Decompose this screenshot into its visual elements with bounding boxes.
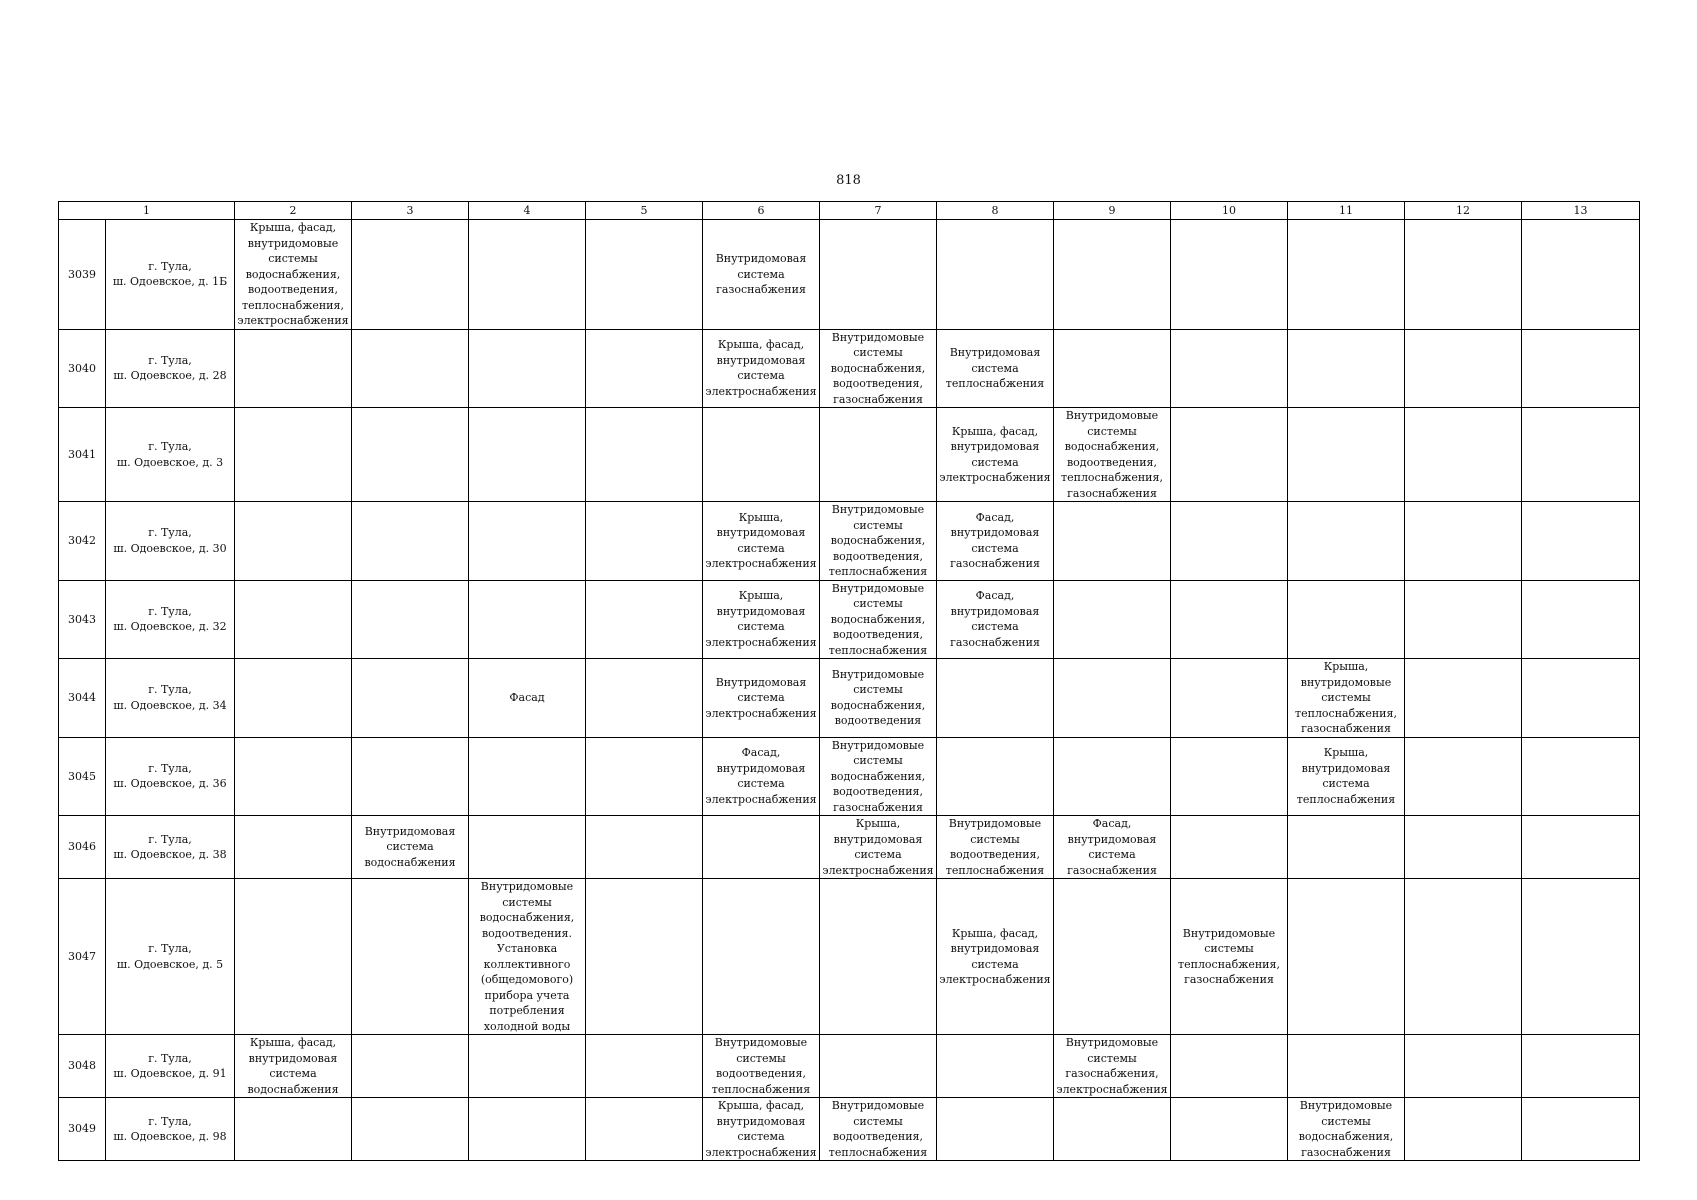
- work-cell-col-4: Фасад: [469, 659, 586, 738]
- work-cell-col-2: [235, 659, 352, 738]
- work-cell-col-4: [469, 329, 586, 408]
- address-cell: г. Тула, ш. Одоевское, д. 91: [106, 1035, 235, 1098]
- work-cell-col-13: [1522, 816, 1640, 879]
- row-number: 3039: [59, 220, 106, 330]
- work-cell-col-12: [1405, 1035, 1522, 1098]
- column-header-1: 1: [59, 202, 235, 220]
- table-row: [59, 659, 1640, 738]
- address-cell: г. Тула, ш. Одоевское, д. 34: [106, 659, 235, 738]
- work-cell-col-8: [937, 220, 1054, 330]
- work-cell-col-11: [1288, 580, 1405, 659]
- work-cell-col-7: Внутридомовые системы водоснабжения, водоотведения, теплоснабжения: [820, 580, 937, 659]
- table-row: [59, 502, 1640, 581]
- work-cell-col-4: [469, 220, 586, 330]
- row-number: 3041: [59, 408, 106, 502]
- work-cell-col-12: [1405, 816, 1522, 879]
- work-cell-col-11: Крыша, внутридомовые системы теплоснабжения, газоснабжения: [1288, 659, 1405, 738]
- column-header-6: 6: [703, 202, 820, 220]
- work-cell-col-13: [1522, 879, 1640, 1035]
- work-cell-col-3: [352, 1098, 469, 1161]
- row-number: 3049: [59, 1098, 106, 1161]
- work-cell-col-6: Крыша, внутридомовая система электроснабжения: [703, 502, 820, 581]
- work-cell-col-9: [1054, 879, 1171, 1035]
- work-cell-col-11: Внутридомовые системы водоснабжения, газоснабжения: [1288, 1098, 1405, 1161]
- work-cell-col-10: [1171, 408, 1288, 502]
- work-cell-col-5: [586, 408, 703, 502]
- work-cell-col-4: Внутридомовые системы водоснабжения, водоотведения. Установка коллективного (общедомового) прибора учета потребления холодной воды: [469, 879, 586, 1035]
- work-cell-col-2: [235, 816, 352, 879]
- work-cell-col-6: Крыша, фасад, внутридомовая система электроснабжения: [703, 329, 820, 408]
- column-header-12: 12: [1405, 202, 1522, 220]
- work-cell-col-8: [937, 1035, 1054, 1098]
- table-row: [59, 1035, 1640, 1098]
- work-cell-col-12: [1405, 659, 1522, 738]
- address-cell: г. Тула, ш. Одоевское, д. 30: [106, 502, 235, 581]
- work-cell-col-12: [1405, 502, 1522, 581]
- work-cell-col-8: [937, 1098, 1054, 1161]
- work-cell-col-2: [235, 1098, 352, 1161]
- address-cell: г. Тула, ш. Одоевское, д. 1Б: [106, 220, 235, 330]
- table-row: [59, 737, 1640, 816]
- work-cell-col-11: [1288, 879, 1405, 1035]
- work-cell-col-6: Крыша, фасад, внутридомовая система электроснабжения: [703, 1098, 820, 1161]
- work-cell-col-10: [1171, 329, 1288, 408]
- row-number: 3047: [59, 879, 106, 1035]
- work-cell-col-8: Крыша, фасад, внутридомовая система электроснабжения: [937, 879, 1054, 1035]
- work-cell-col-3: [352, 408, 469, 502]
- work-cell-col-9: [1054, 580, 1171, 659]
- table-row: [59, 580, 1640, 659]
- work-cell-col-5: [586, 659, 703, 738]
- work-cell-col-7: [820, 1035, 937, 1098]
- work-cell-col-12: [1405, 580, 1522, 659]
- work-cell-col-5: [586, 1035, 703, 1098]
- work-cell-col-10: [1171, 816, 1288, 879]
- work-cell-col-12: [1405, 329, 1522, 408]
- table-row: [59, 220, 1640, 330]
- work-cell-col-4: [469, 1098, 586, 1161]
- work-cell-col-2: [235, 737, 352, 816]
- work-cell-col-10: Внутридомовые системы теплоснабжения, газоснабжения: [1171, 879, 1288, 1035]
- work-cell-col-6: Внутридомовая система газоснабжения: [703, 220, 820, 330]
- work-cell-col-13: [1522, 580, 1640, 659]
- work-cell-col-5: [586, 879, 703, 1035]
- work-cell-col-4: [469, 408, 586, 502]
- column-header-10: 10: [1171, 202, 1288, 220]
- work-cell-col-11: [1288, 502, 1405, 581]
- work-cell-col-6: [703, 879, 820, 1035]
- work-cell-col-11: [1288, 1035, 1405, 1098]
- work-cell-col-12: [1405, 737, 1522, 816]
- column-header-11: 11: [1288, 202, 1405, 220]
- work-cell-col-2: [235, 329, 352, 408]
- work-cell-col-11: [1288, 816, 1405, 879]
- work-cell-col-6: [703, 816, 820, 879]
- column-header-4: 4: [469, 202, 586, 220]
- work-cell-col-11: [1288, 408, 1405, 502]
- work-cell-col-10: [1171, 1035, 1288, 1098]
- work-cell-col-3: [352, 329, 469, 408]
- work-cell-col-6: Внутридомовая система электроснабжения: [703, 659, 820, 738]
- work-cell-col-8: Фасад, внутридомовая система газоснабжения: [937, 580, 1054, 659]
- work-cell-col-7: Внутридомовые системы водоснабжения, водоотведения, газоснабжения: [820, 737, 937, 816]
- column-header-2: 2: [235, 202, 352, 220]
- work-cell-col-10: [1171, 220, 1288, 330]
- work-cell-col-3: [352, 1035, 469, 1098]
- address-cell: г. Тула, ш. Одоевское, д. 3: [106, 408, 235, 502]
- column-header-13: 13: [1522, 202, 1640, 220]
- work-cell-col-4: [469, 737, 586, 816]
- schedule-table: [58, 201, 1640, 1161]
- work-cell-col-8: Внутридомовая система теплоснабжения: [937, 329, 1054, 408]
- table-row: [59, 329, 1640, 408]
- work-cell-col-10: [1171, 1098, 1288, 1161]
- work-cell-col-9: [1054, 502, 1171, 581]
- table-header-row: [59, 202, 1640, 220]
- work-cell-col-13: [1522, 220, 1640, 330]
- work-cell-col-13: [1522, 329, 1640, 408]
- address-cell: г. Тула, ш. Одоевское, д. 28: [106, 329, 235, 408]
- work-cell-col-8: [937, 659, 1054, 738]
- table-row: [59, 816, 1640, 879]
- work-cell-col-4: [469, 502, 586, 581]
- work-cell-col-9: [1054, 220, 1171, 330]
- work-cell-col-13: [1522, 502, 1640, 581]
- address-cell: г. Тула, ш. Одоевское, д. 98: [106, 1098, 235, 1161]
- column-header-7: 7: [820, 202, 937, 220]
- work-cell-col-3: [352, 879, 469, 1035]
- work-cell-col-4: [469, 580, 586, 659]
- work-cell-col-2: [235, 502, 352, 581]
- work-cell-col-12: [1405, 408, 1522, 502]
- work-cell-col-10: [1171, 502, 1288, 581]
- work-cell-col-9: [1054, 737, 1171, 816]
- work-cell-col-9: [1054, 659, 1171, 738]
- work-cell-col-7: Внутридомовые системы водоснабжения, водоотведения, газоснабжения: [820, 329, 937, 408]
- work-cell-col-8: Фасад, внутридомовая система газоснабжения: [937, 502, 1054, 581]
- address-cell: г. Тула, ш. Одоевское, д. 5: [106, 879, 235, 1035]
- row-number: 3044: [59, 659, 106, 738]
- work-cell-col-5: [586, 502, 703, 581]
- work-cell-col-13: [1522, 659, 1640, 738]
- work-cell-col-11: [1288, 329, 1405, 408]
- row-number: 3046: [59, 816, 106, 879]
- work-cell-col-12: [1405, 879, 1522, 1035]
- work-cell-col-5: [586, 580, 703, 659]
- work-cell-col-4: [469, 816, 586, 879]
- table-row: [59, 1098, 1640, 1161]
- column-header-8: 8: [937, 202, 1054, 220]
- work-cell-col-12: [1405, 1098, 1522, 1161]
- work-cell-col-3: [352, 659, 469, 738]
- work-cell-col-7: Внутридомовые системы водоснабжения, водоотведения: [820, 659, 937, 738]
- work-cell-col-7: Внутридомовые системы водоотведения, теплоснабжения: [820, 1098, 937, 1161]
- work-cell-col-2: [235, 580, 352, 659]
- work-cell-col-12: [1405, 220, 1522, 330]
- page-number: 818: [836, 173, 861, 188]
- work-cell-col-13: [1522, 1098, 1640, 1161]
- work-cell-col-6: Крыша, внутридомовая система электроснабжения: [703, 580, 820, 659]
- work-cell-col-3: [352, 220, 469, 330]
- row-number: 3045: [59, 737, 106, 816]
- work-cell-col-8: Крыша, фасад, внутридомовая система электроснабжения: [937, 408, 1054, 502]
- work-cell-col-6: Внутридомовые системы водоотведения, теплоснабжения: [703, 1035, 820, 1098]
- work-cell-col-7: Внутридомовые системы водоснабжения, водоотведения, теплоснабжения: [820, 502, 937, 581]
- work-cell-col-5: [586, 220, 703, 330]
- work-cell-col-8: Внутридомовые системы водоотведения, теплоснабжения: [937, 816, 1054, 879]
- work-cell-col-13: [1522, 737, 1640, 816]
- work-cell-col-3: [352, 580, 469, 659]
- address-cell: г. Тула, ш. Одоевское, д. 36: [106, 737, 235, 816]
- work-cell-col-2: [235, 408, 352, 502]
- column-header-3: 3: [352, 202, 469, 220]
- table-row: [59, 408, 1640, 502]
- work-cell-col-2: [235, 879, 352, 1035]
- work-cell-col-2: Крыша, фасад, внутридомовые системы водоснабжения, водоотведения, теплоснабжения, электроснабжения: [235, 220, 352, 330]
- work-cell-col-13: [1522, 408, 1640, 502]
- work-cell-col-10: [1171, 659, 1288, 738]
- work-cell-col-4: [469, 1035, 586, 1098]
- work-cell-col-6: Фасад, внутридомовая система электроснабжения: [703, 737, 820, 816]
- work-cell-col-3: [352, 737, 469, 816]
- work-cell-col-8: [937, 737, 1054, 816]
- work-cell-col-9: Внутридомовые системы водоснабжения, водоотведения, теплоснабжения, газоснабжения: [1054, 408, 1171, 502]
- work-cell-col-9: [1054, 1098, 1171, 1161]
- work-cell-col-3: [352, 502, 469, 581]
- work-cell-col-9: [1054, 329, 1171, 408]
- row-number: 3043: [59, 580, 106, 659]
- row-number: 3040: [59, 329, 106, 408]
- address-cell: г. Тула, ш. Одоевское, д. 38: [106, 816, 235, 879]
- row-number: 3048: [59, 1035, 106, 1098]
- work-cell-col-7: [820, 220, 937, 330]
- column-header-5: 5: [586, 202, 703, 220]
- work-cell-col-9: Внутридомовые системы газоснабжения, электроснабжения: [1054, 1035, 1171, 1098]
- work-cell-col-7: [820, 408, 937, 502]
- table-row: [59, 879, 1640, 1035]
- work-cell-col-5: [586, 329, 703, 408]
- work-cell-col-5: [586, 1098, 703, 1161]
- work-cell-col-13: [1522, 1035, 1640, 1098]
- work-cell-col-2: Крыша, фасад, внутридомовая система водоснабжения: [235, 1035, 352, 1098]
- work-cell-col-11: Крыша, внутридомовая система теплоснабжения: [1288, 737, 1405, 816]
- work-cell-col-7: Крыша, внутридомовая система электроснабжения: [820, 816, 937, 879]
- address-cell: г. Тула, ш. Одоевское, д. 32: [106, 580, 235, 659]
- work-cell-col-6: [703, 408, 820, 502]
- work-cell-col-7: [820, 879, 937, 1035]
- column-header-9: 9: [1054, 202, 1171, 220]
- work-cell-col-10: [1171, 737, 1288, 816]
- work-cell-col-10: [1171, 580, 1288, 659]
- work-cell-col-11: [1288, 220, 1405, 330]
- work-cell-col-3: Внутридомовая система водоснабжения: [352, 816, 469, 879]
- work-cell-col-9: Фасад, внутридомовая система газоснабжения: [1054, 816, 1171, 879]
- row-number: 3042: [59, 502, 106, 581]
- work-cell-col-5: [586, 816, 703, 879]
- work-cell-col-5: [586, 737, 703, 816]
